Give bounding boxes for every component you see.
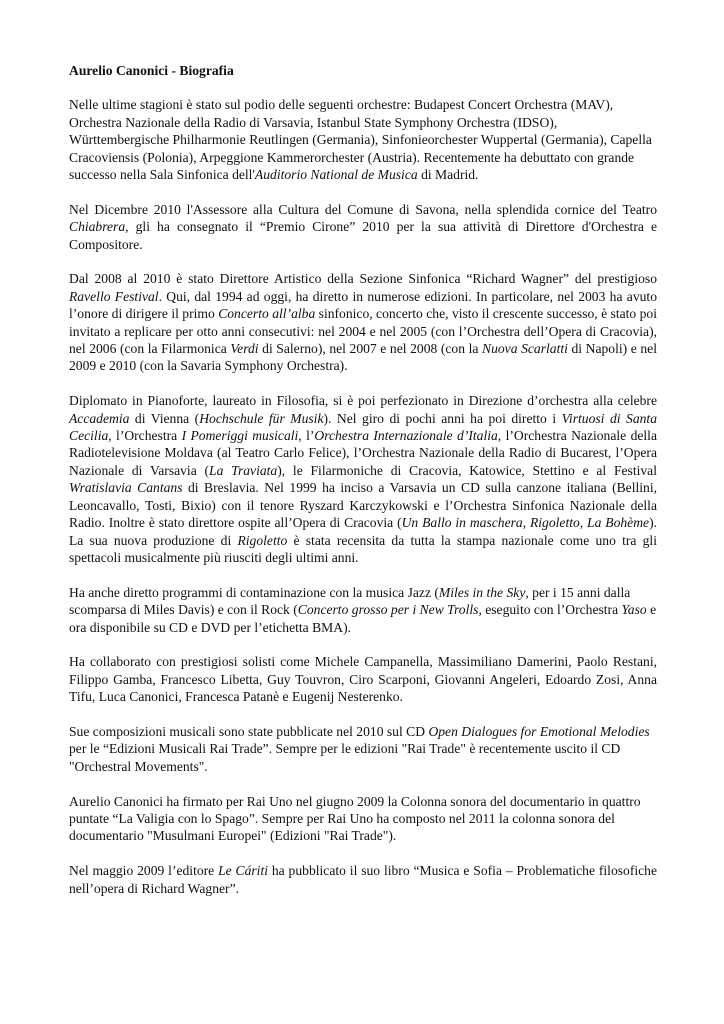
text-run: sinfonico, concerto che, visto il crescente successo, è stato poi invitato a replicare per otto anni consecutivi: nel 2004 e nel 2005 (con l’Orchestra dell’Opera di Cracovia), nel 2006 (con la Filarmonica xyxy=(69,306,657,357)
text-run: per le “Edizioni Musicali Rai Trade”. Sempre per le edizioni "Rai Trade" è recentemente uscito il CD "Orchestral Movements". xyxy=(69,741,621,774)
italic-text: Accademia xyxy=(69,410,130,426)
italic-text: Le Cáriti xyxy=(218,863,269,879)
italic-text: Orchestra Internazionale d’Italia xyxy=(314,428,498,444)
text-run: Dal 2008 al 2010 è stato Direttore Artistico della Sezione Sinfonica “Richard Wagner” del prestigioso xyxy=(69,271,657,287)
text-run: di Madrid. xyxy=(417,167,479,183)
text-run: di Salerno), nel 2007 e nel 2008 (con la xyxy=(258,341,483,357)
italic-text: Virtuosi di Santa Cecilia xyxy=(69,410,657,444)
text-run: ), le Filarmoniche di Cracovia, Katowice, Stettino e al Festival xyxy=(277,462,657,478)
italic-text: Hochschule für Musik xyxy=(199,410,324,426)
text-run: , gli ha consegnato il “Premio Cirone” 2010 per la sua attività di Direttore d'Orchestra e Compositore. xyxy=(69,219,657,252)
italic-text: Wratislavia Cantans xyxy=(69,480,183,496)
text-run: , eseguito con l’Orchestra xyxy=(478,602,622,618)
paragraph-4 xyxy=(69,392,657,566)
italic-text: Open Dialogues for Emotional Melodies xyxy=(428,723,650,739)
text-run: Sue composizioni musicali sono state pubblicate nel 2010 sul CD xyxy=(69,723,429,739)
italic-text: Ravello Festival xyxy=(69,288,159,304)
italic-text: Nuova Scarlatti xyxy=(482,341,568,357)
text-run: , l’Orchestra Nazionale della Radiotelevisione Moldava (al Teatro Carlo Felice), l’Orchestra Nazionale della Radio di Bucarest, l’Opera Nazionale di Varsavia ( xyxy=(69,428,657,478)
text-run: Diplomato in Pianoforte, laureato in Filosofia, si è poi perfezionato in Direzione d’orchestra alla celebre xyxy=(69,393,657,409)
paragraph-5 xyxy=(69,584,657,636)
text-run: di Breslavia. Nel 1999 ha inciso a Varsavia un CD sulla canzone italiana (Bellini, Leoncavallo, Tosti, Bixio) con il tenore Ryszard Karczykowski e l’Orchestra Sinfonica Nazionale della Radio. Inoltre è stato direttore ospite all’Opera di Cracovia ( xyxy=(69,480,657,531)
italic-text: Miles in the Sky xyxy=(438,584,526,600)
document-body xyxy=(69,96,657,897)
document-title: Aurelio Canonici - Biografia xyxy=(69,63,234,78)
text-run: . Qui, dal 1994 ad oggi, ha diretto in numerose edizioni. In particolare, nel 2003 ha avuto l’onore di dirigere il primo xyxy=(69,288,657,322)
text-run: Nel maggio 2009 l’editore xyxy=(69,863,219,879)
italic-text: Chiabrera xyxy=(69,219,126,235)
text-run: è stata recensita da tutta la stampa nazionale come uno tra gli spettacoli musicalmente più riusciti degli ultimi anni. xyxy=(69,532,657,565)
italic-text: Rigoletto xyxy=(237,532,288,548)
text-run: Nel Dicembre 2010 l'Assessore alla Cultura del Comune di Savona, nella splendida cornice del Teatro xyxy=(69,201,657,217)
text-run: di Napoli) e nel 2009 e 2010 (con la Savaria Symphony Orchestra). xyxy=(69,341,657,374)
text-run: ha pubblicato il suo libro “Musica e Sofia – Problematiche filosofiche nell’opera di Richard Wagner”. xyxy=(69,863,657,896)
paragraph-2 xyxy=(69,201,657,253)
text-run: , per i 15 anni dalla scomparsa di Miles Davis) e con il Rock ( xyxy=(69,584,631,618)
italic-text: Concerto grosso per i New Trolls xyxy=(297,602,479,618)
text-run: ). La sua nuova produzione di xyxy=(69,515,658,548)
italic-text: Verdi xyxy=(230,341,259,357)
paragraph-6 xyxy=(69,653,657,705)
text-run: e ora disponibile su CD e DVD per l’etichetta BMA). xyxy=(69,602,657,635)
text-run: di Vienna ( xyxy=(129,410,200,426)
italic-text: I Pomeriggi musicali xyxy=(181,428,299,444)
text-run: ). Nel giro di pochi anni ha poi diretto i xyxy=(323,410,562,426)
document-page xyxy=(69,62,657,914)
italic-text: Concerto all’alba xyxy=(218,306,316,322)
text-run: , l’ xyxy=(298,428,315,444)
italic-text: Yaso xyxy=(621,602,647,618)
text-run: Ha collaborato con prestigiosi solisti come Michele Campanella, Massimiliano Damerini, Paolo Restani, Filippo Gamba, Francesco Libetta, Guy Touvron, Ciro Scarponi, Giovanni Angeleri, Edoardo Zosi, Anna Tifu, Luca Canonici, Francesca Patanè e Eugenij Nesterenko. xyxy=(69,654,657,705)
paragraph-3 xyxy=(69,270,657,374)
italic-text: Auditorio National de Musica xyxy=(254,167,418,183)
italic-text: Un Ballo in maschera, Rigoletto, La Bohème xyxy=(401,515,650,531)
text-run: Ha anche diretto programmi di contaminazione con la musica Jazz ( xyxy=(69,584,439,600)
paragraph-1 xyxy=(69,96,657,183)
italic-text: La Traviata xyxy=(209,462,278,478)
paragraph-8 xyxy=(69,793,657,845)
text-run: Nelle ultime stagioni è stato sul podio delle seguenti orchestre: Budapest Concert Orchestra (MAV), Orchestra Nazionale della Radio di Varsavia, Istanbul State Symphony Orchestra (IDSO), Württembergische Philharmonie Reutlingen (Germania), Sinfonieorchester Wuppertal (Germania), Capella Cracoviensis (Polonia), Arpeggione Kammerorchester (Austria). Recentemente ha debuttato con grande successo nella Sala Sinfonica dell' xyxy=(69,97,652,183)
text-run: Aurelio Canonici ha firmato per Rai Uno nel giugno 2009 la Colonna sonora del documentario in quattro puntate “La Valigia con lo Spago”. Sempre per Rai Uno ha composto nel 2011 la colonna sonora del documentario "Musulmani Europei" (Edizioni "Rai Trade"). xyxy=(69,793,641,844)
paragraph-9 xyxy=(69,862,657,897)
paragraph-7 xyxy=(69,723,657,775)
text-run: , l’Orchestra xyxy=(108,428,182,444)
